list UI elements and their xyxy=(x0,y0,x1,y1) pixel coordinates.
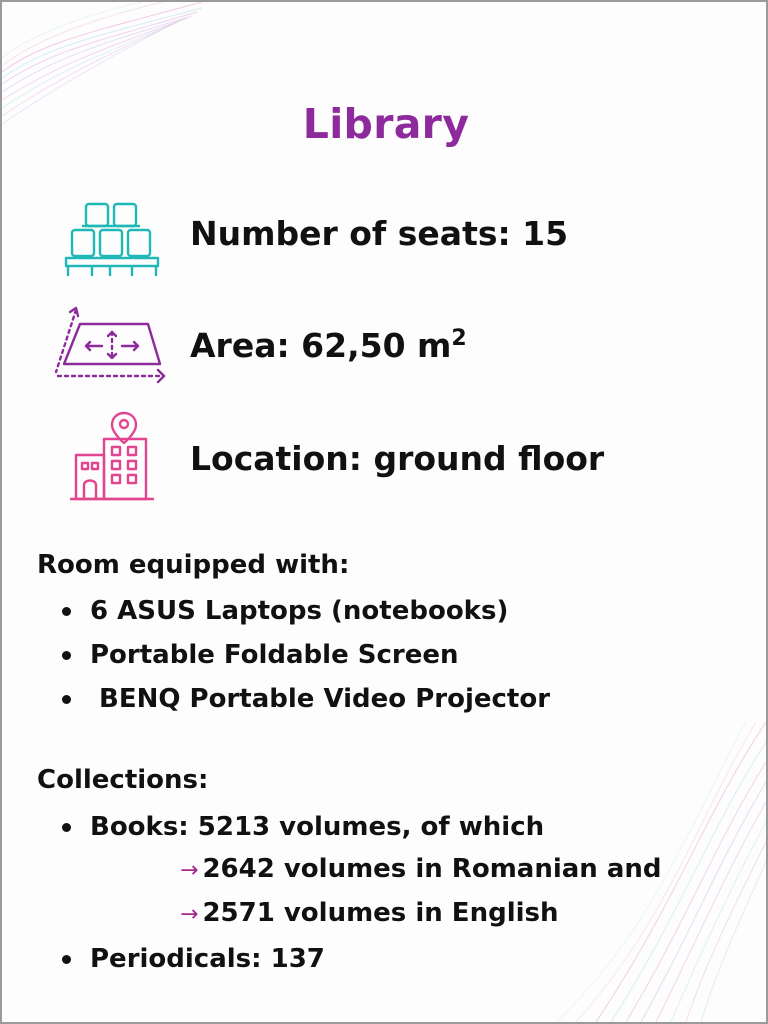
books-romanian-line xyxy=(180,854,662,884)
collections-books-list xyxy=(60,810,544,854)
building-location-icon xyxy=(66,409,158,509)
location-text: Location: ground floor xyxy=(190,439,605,478)
area-row xyxy=(2,298,768,398)
list-item xyxy=(60,810,544,854)
list-item xyxy=(60,942,325,986)
bullet-dot xyxy=(62,823,71,832)
area-text xyxy=(190,326,467,365)
area-value: Area: 62,50 m xyxy=(190,326,452,365)
books-romanian-text: 2642 volumes in Romanian and xyxy=(202,854,662,884)
list-item xyxy=(60,638,550,682)
arrow-icon: → xyxy=(180,858,199,883)
list-item-text: BENQ Portable Video Projector xyxy=(90,684,551,714)
books-english-line xyxy=(180,898,559,928)
list-item-text: Portable Foldable Screen xyxy=(90,640,459,670)
list-item xyxy=(60,682,550,726)
page-title: Library xyxy=(302,100,470,148)
books-english-text: 2571 volumes in English xyxy=(202,898,559,928)
books-text: Books: 5213 volumes, of which xyxy=(90,812,545,842)
equipment-list xyxy=(60,594,550,726)
collections-heading: Collections: xyxy=(37,765,209,795)
seats-text: Number of seats: 15 xyxy=(190,214,569,253)
location-row xyxy=(2,407,768,507)
seats-row xyxy=(2,192,768,292)
bullet-dot xyxy=(62,651,71,660)
area-icon xyxy=(52,306,170,386)
collections-periodicals-list xyxy=(60,942,325,986)
periodicals-text: Periodicals: 137 xyxy=(90,944,325,974)
list-item xyxy=(60,594,550,638)
bullet-dot xyxy=(62,695,71,704)
area-unit-superscript: 2 xyxy=(451,326,467,351)
equipment-heading: Room equipped with: xyxy=(37,550,350,580)
arrow-icon: → xyxy=(180,902,199,927)
bullet-dot xyxy=(62,607,71,616)
seats-icon xyxy=(62,200,162,280)
bullet-dot xyxy=(62,955,71,964)
list-item-text: 6 ASUS Laptops (notebooks) xyxy=(90,596,509,626)
